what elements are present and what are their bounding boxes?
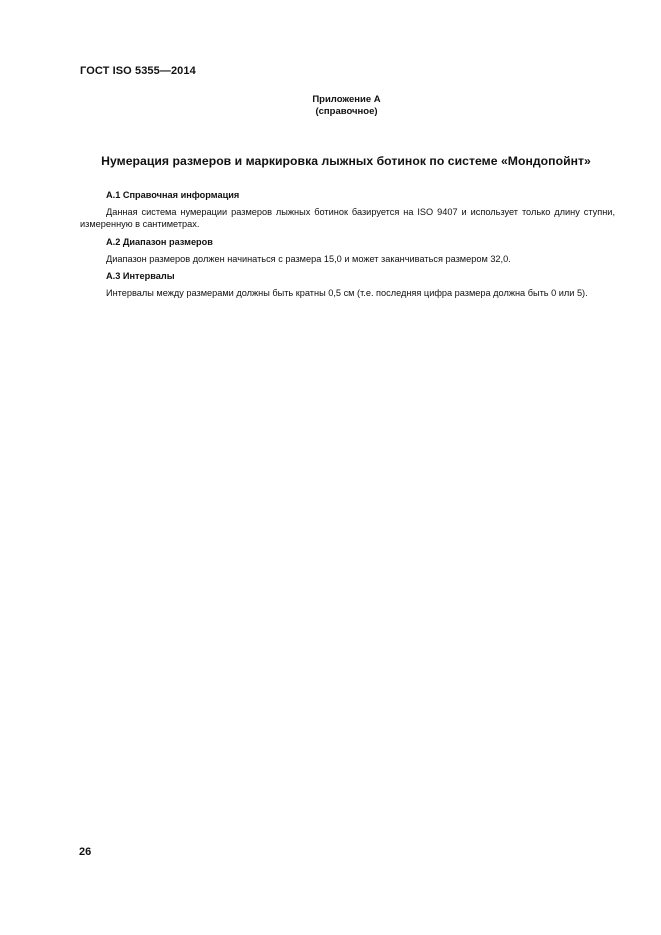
annex-title: Нумерация размеров и маркировка лыжных ботинок по системе «Мондопойнт» <box>101 154 591 168</box>
section-heading-a1: А.1 Справочная информация <box>106 190 240 200</box>
section-heading-a2: А.2 Диапазон размеров <box>106 236 213 247</box>
annex-label-block <box>0 94 661 117</box>
section-text-a1: Данная система нумерации размеров лыжных ботинок базируется на ISO 9407 и использует только длину ступни, измеренную в сантиметрах. <box>80 207 615 229</box>
standard-designation: ГОСТ ISO 5355—2014 <box>80 65 196 77</box>
section-text-a3: Интервалы между размерами должны быть кратны 0,5 см (т.е. последняя цифра размера должна быть 0 или 5). <box>106 288 588 299</box>
annex-label: Приложение А <box>312 94 381 105</box>
annex-content <box>80 189 615 305</box>
annex-kind: (справочное) <box>315 105 378 117</box>
section-text-a2: Диапазон размеров должен начинаться с размера 15,0 и может заканчиваться размером 32,0. <box>106 253 511 264</box>
section-heading-a3: А.3 Интервалы <box>106 271 175 282</box>
page-number: 26 <box>79 846 92 858</box>
